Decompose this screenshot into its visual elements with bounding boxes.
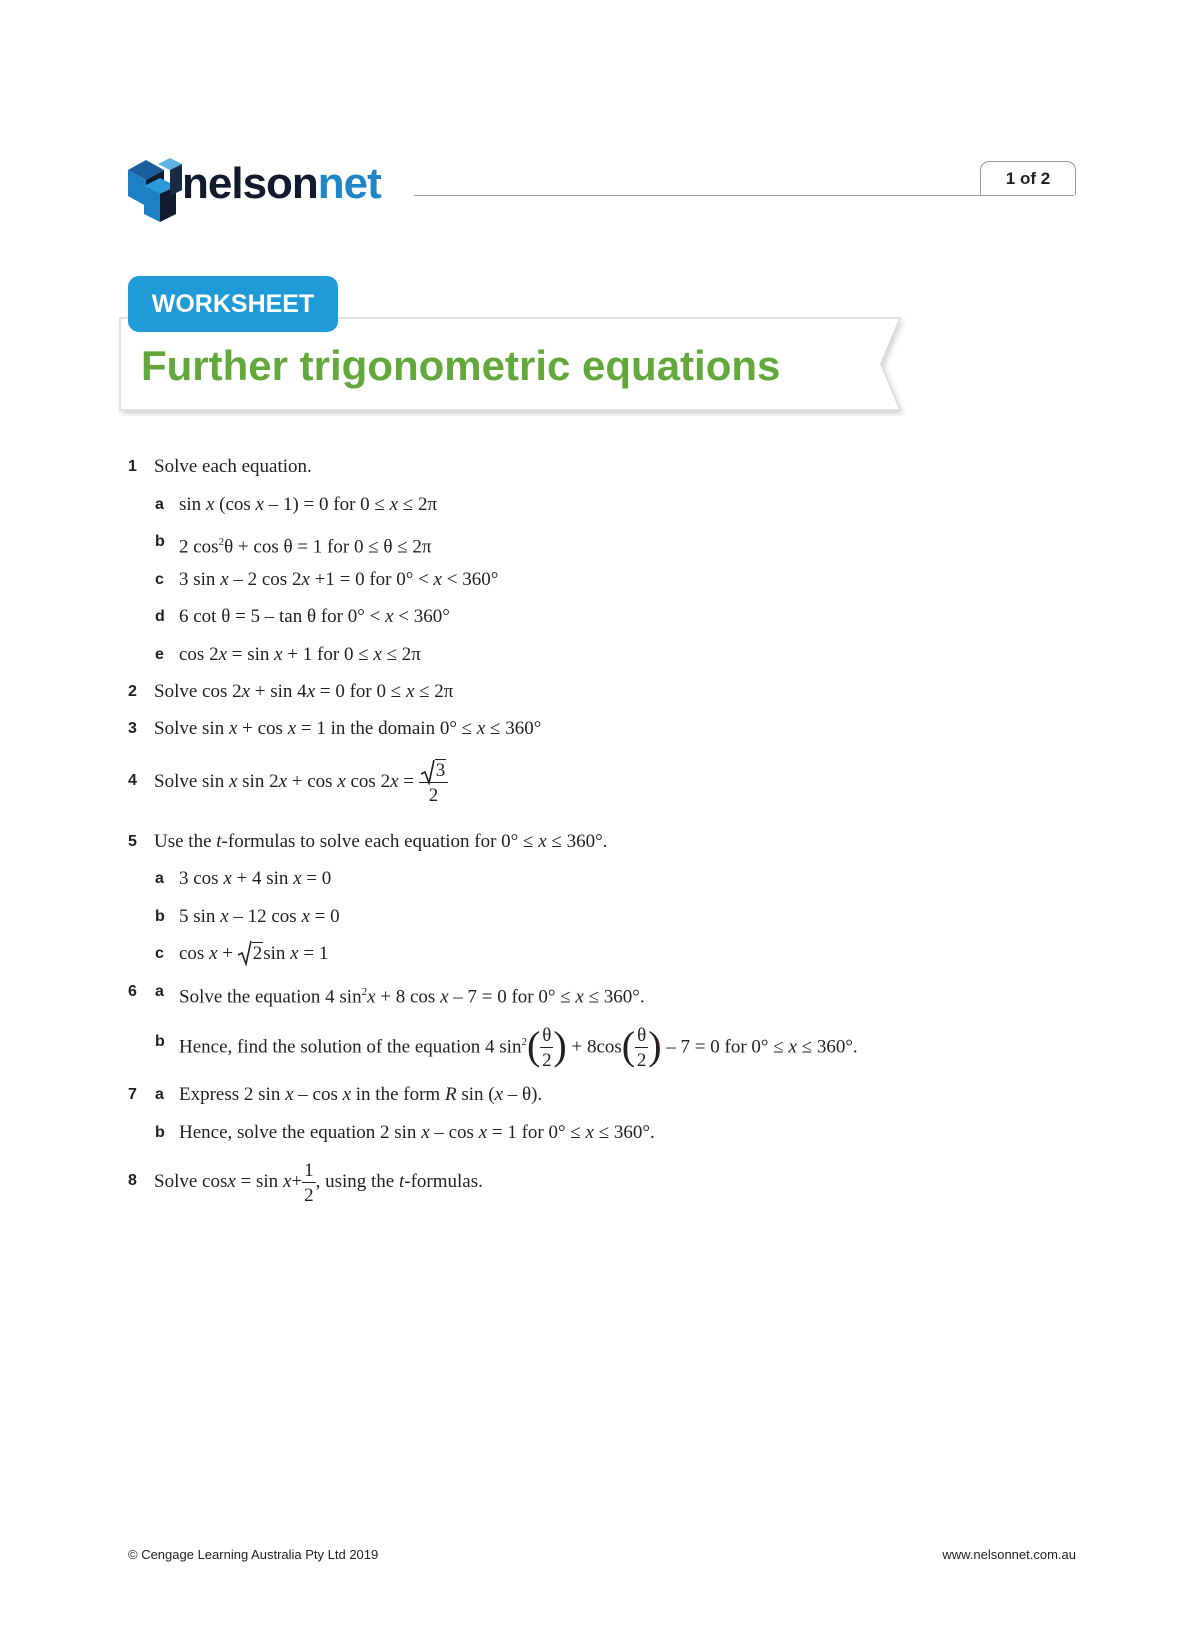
- q7a-text: Express 2 sin x – cos x in the form R sin (x – θ).: [179, 1084, 543, 1105]
- q1-number: 1: [128, 458, 137, 475]
- q1d-label: d: [155, 608, 165, 625]
- q6b-text: Hence, find the solution of the equation 4 $\sin^2$( $\frac{\theta}{2}$ ) + 8cos( $\frac{\theta}{2}$ ) – 7 = 0 for 0° ≤ x ≤ 360°.: [179, 1022, 858, 1071]
- q1-text: Solve each equation.: [154, 456, 312, 477]
- q6a-text: Solve the equation 4 $\sin^2x + 8$ cos x – 7 = 0 for 0° ≤ x ≤ 360°.: [179, 986, 645, 1008]
- q4-text: Solve sin x sin 2x + cos x cos 2x = $\frac{3}{2}$: [154, 755, 448, 809]
- q4-number: 4: [128, 772, 137, 789]
- footer-website[interactable]: www.nelsonnet.com.au: [942, 1547, 1076, 1562]
- q5b-equation: 5 sin x – 12 cos x = 0: [179, 906, 340, 927]
- q8-text: Solve cosx = sin x+ $\frac{1}{2}$ , using the t-formulas.: [154, 1159, 483, 1206]
- logo-wordmark-net: net: [317, 159, 381, 208]
- q5a-equation: 3 cos x + 4 sin x = 0: [179, 868, 332, 889]
- q5c-equation: cos x + 2sin x = 1: [179, 942, 328, 966]
- q7b-text: Hence, solve the equation 2 sin x – cos x = 1 for 0° ≤ x ≤ 360°.: [179, 1122, 655, 1143]
- sqrt-icon: [238, 940, 252, 966]
- q1e-equation: cos 2x = sin x + 1 for 0 ≤ x ≤ 2π: [179, 644, 421, 665]
- q5-text: Use the t-formulas to solve each equation for 0° ≤ x ≤ 360°.: [154, 831, 608, 852]
- q5-number: 5: [128, 833, 137, 850]
- q7-number: 7: [128, 1086, 137, 1103]
- q1b-label: b: [155, 533, 165, 550]
- q6a-label: a: [155, 983, 164, 1000]
- q1b-equation: 2 $\cos^2\theta + \cos \theta = 1$ for 0 ≤ θ ≤ 2π: [179, 536, 432, 558]
- logo-wordmark-nelson: nelson: [182, 159, 318, 208]
- q1a-label: a: [155, 496, 164, 513]
- q5a-label: a: [155, 870, 164, 887]
- worksheet-badge: WORKSHEET: [128, 276, 338, 332]
- q2-number: 2: [128, 683, 137, 700]
- q3-text: Solve sin x + cos x = 1 in the domain 0° ≤ x ≤ 360°: [154, 718, 542, 739]
- q1e-label: e: [155, 646, 164, 663]
- q1d-equation: 6 cot θ = 5 – tan θ for 0° < x < 360°: [179, 606, 450, 627]
- footer-copyright: © Cengage Learning Australia Pty Ltd 2019: [128, 1547, 379, 1562]
- q1c-equation: 3 sin x – 2 cos 2x +1 = 0 for 0° < x < 360°: [179, 569, 499, 590]
- logo-wordmark: [182, 159, 381, 208]
- q7b-label: b: [155, 1124, 165, 1141]
- q2-text: Solve cos 2x + sin 4x = 0 for 0 ≤ x ≤ 2π: [154, 681, 454, 702]
- header-rule: [414, 195, 1074, 196]
- q8-number: 8: [128, 1172, 137, 1189]
- q5c-label: c: [155, 945, 164, 962]
- sqrt-icon: [421, 759, 435, 785]
- q6-number: 6: [128, 983, 137, 1000]
- q7a-label: a: [155, 1086, 164, 1103]
- q1a-equation: sin x (cos x – 1) = 0 for 0 ≤ x ≤ 2π: [179, 494, 438, 515]
- q6b-label: b: [155, 1033, 165, 1050]
- q3-number: 3: [128, 720, 137, 737]
- page-indicator: 1 of 2: [980, 161, 1076, 195]
- q4-fraction: $\frac{3}{2}$: [419, 761, 449, 805]
- q1c-label: c: [155, 571, 164, 588]
- q5b-label: b: [155, 908, 165, 925]
- worksheet-title: Further trigonometric equations: [141, 342, 781, 389]
